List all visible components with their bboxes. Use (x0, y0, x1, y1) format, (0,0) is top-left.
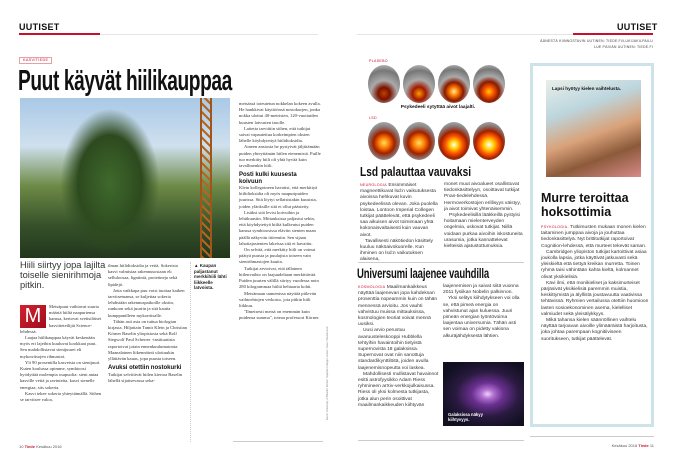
photo-caption: Lapsi hyötyy kielen vaihtelusta. (552, 86, 621, 91)
section-underline (19, 33, 100, 35)
lsd-column-2: monet muut aivoalueet osallistuvat tiedonkäsittelyyn, osoittavat tutkijat Pnas-tiedelehdessä. Hermoverkostojen erillisyys väistyy, ja aivot toimivat yhtenäisemmin. Psykedeelisillä lääkkeillä pystyisi hoitamaan mielenterveyden ongelmia, uskovat tutkijat. Niillä voidaan purkaa aivoihin iskostuneita urasumia, jotka kannattelevat kielteisiä ajatustottumuksia. (444, 182, 523, 250)
page-footer: Kesäkuu 2016 Tiede 11 (611, 443, 654, 448)
divider (190, 262, 191, 442)
drop-cap: M (20, 305, 46, 328)
section-header: UUTISET (19, 22, 60, 32)
divider (233, 441, 323, 442)
photo-caption: ▲ Kaupan paljastanut merkkihiili lähti liikkeelle latvoista. (194, 263, 227, 291)
brain-scans-placebo (368, 65, 505, 103)
promo-links (540, 39, 653, 50)
divider (358, 262, 524, 263)
lsd-column-1: NEUROLOGIA Ensimmäiset magneettikuvat lsd:n vaikutuksesta aivoissa hehkuvat kuvin psykedeelissä olevan. Joka puolella loistaa. Lontoon Imperial Collegen tutkijat päättelevät, että psykedeeli saa aikuisen aivot toimimaan yhtä kokonaisvaltaisesti kuin vauvan aivot. Tavallisesti näkötiedon käsittely kuuluu näköaivokuorelle. Kun ihminen on lsd:n vaikutuksen alaisena, (360, 183, 438, 263)
divider (530, 436, 654, 437)
article-column-1: M Metsäpuut vaihtavat suuria määriä hiiltä naapuriensa kanssa, kertovat sveitsiläiset kasvitieteilijät Science-lehdessä. Laajaa hiilikauppaa käyvät keskenään myös eri lajeihin kuuluvat kookkaat puut. Sen mahdollistavat sienijuuret eli mykorritsojen rihmastot. Yli 90 prosentilla kasveista on sienijuuri. Kuten koulussa opimme, symbioosi hyödyttää molempia osapuolia: sieni antaa kasville vettä ja ravinteita, kasvi sienelle energiaa, siis sokeria. Kasvi tekee sokeria yhteyttämällä. Siihen se tarvitsee valoa, (20, 304, 102, 403)
murre-title: Murre teroittaa hoksottimia (541, 191, 629, 219)
subheading: Avuksi otettiin nostokurki (108, 365, 182, 372)
category-tag: KASVITIEDE (19, 57, 52, 64)
universe-column-2: laajenemisen ja saivat siitä vuonna 2011 fysiikan Nobelin palkinnon. Yksi selitys kiihdytykseen voi olla se, että pimeä energia on vahvistunut ajan kuluessa. Juuri pimeän energian työntövoima laajentaa universumia. Tähän asti sen voimaa on pidetty vakiona alkuräjähdyksestä lähtien. (443, 284, 520, 339)
divider (358, 440, 524, 441)
article-column-2: ilman hiilidioksidia ja vettä. Sokerista kasvi valmistaa rakennusosiaan eli selluloosaa, ligniiniä, proteiineja sekä lipidejä. Jotta vaikkapa puu voisi tuottaa kaiken tarvitsemansa, se kuljettaa sokeria lehdistään rakennuspaikoille oksiin, runkoon sekä juuriin ja sitä kautta kumppanilleen mykorritsalle. Tähän asti asia on tuttua biologian kirjasta. Hiljattain Tamir Klein ja Christian Körner Baselin yliopistosta sekä Rolf Siegwolf Paul Scherrer -instituutista raportoivat jotain ennenkuulumatonta. Maanalainen liikennöinti ulottuukin yllättävän kauas, jopa puusta toiseen. Avuksi otettiin nostokurki Tutkijat selvittivät hiilen kiertoa Baselin lähellä sijaitsevassa seka- (108, 263, 187, 383)
section-header: UUTISET (617, 22, 658, 32)
brain-scan (473, 122, 505, 160)
divider (357, 34, 573, 35)
brain-scan (368, 122, 400, 160)
universe-column-1: KOSMOLOGIA Maailmankaikkeus näyttää laajenevan jopa kahdeksan prosenttia nopeammin kuin on tähän mennessä arvioitu. Jos vauhti vahvistuu muissa mittauksissa, kosmologien teoriat voivat mennä uusiksi. Uusi arvio perustuu avaruusteleskooppi Hubblella tehtyihin havaintoihin tietyistä supernovista 18 galaksissa. Supernovat ovat niin sanottuja standardikynttilöitä, joiden avulla laajenemisnopeutta voi laskea. Mahdollisesti mullistavat havainnot esitti astrofyysikko Adam Riess ryhmineen arXiv-verkkojulkaisussa. Riess oli yksi kolmesta tutkijasta, jotka alun perin osoittivat maailmankaikkeuden kiihtyvän (358, 285, 439, 408)
brain-caption: Psykedeeli sytyttää aivot laajalti. (400, 105, 476, 110)
lead-text: Hiili siirtyy jopa lajilta toiselle sienirihmoja pitkin. (20, 260, 106, 290)
label-lsd: LSD (369, 116, 377, 120)
galaxy-caption: Galaksissa näkyy kiihtyvyys. (448, 412, 483, 422)
brain-scan (438, 65, 470, 103)
galaxy-photo (443, 362, 524, 426)
brain-scan (368, 65, 400, 103)
label-placebo: PLASEBO (369, 59, 388, 63)
sidebar-box (530, 63, 654, 427)
brain-scan (438, 122, 470, 160)
article-column-3: metsässä toteutetun nokkelan kokeen avulla. He hankkivat käyttöönsä nostokurjen, jonka nokka ulottui 40-metristen, 120-vuotiaiden kuusten latvusten tasolle. Laitetta tarvittiin siihen, että tutkijat saivat vapautettua korkeimpien oksien lähelle köyhdytettyä hiilidioksidia. Aineen ansiosta he pystyivät jäljittämään puiden yhteyttämän hiilen etenemistä. Puille tuo merkitty hiili oli yhtä hyvää kuin tavallinenkin hiili. Posti kulki kuusesta koivuun Klein kollegoineen havaitsi, että merkittyä hiilidioksidia oli myös naapuripuiden juurissa. Sitä löytyi sellaisistakin kuusista, joiden yläoksille sitä ei ollut päästetty. Lisäksi sitä levisi koivuihin ja lehtikuusiin. Mittauksissa paljastui sekin, että köyhdytettyä hiiltä kulkeutui puiden kanssa symbioosissa eläviin sienten maan päällä näkyviin itiöemiin. Sen sijaan lahottajasienten lakeissa sitä ei havaittu. On selvää, että merkitty hiili on voinut päätyä puusta ja puulajista toiseen vain sienirihmastojen kautta. Tutkijat arvioivat, että tällainen hiilenvaihto on laajuudeltaan merkittävää. Puiden juurten välillä siirtyy vuodessa noin 280 kilogrammaa hiiltä hehtaaria kohti. Metsämaan uumenissa näyttää piilevän vaihtoehtojen verkosto, jota pitkin hiili liikkuu. "Ilmeisesti metsä on enemmän kuin puidensa summa", toteaa professori Körner. (239, 101, 321, 321)
universe-title: Universumi laajenee vauhdilla (357, 265, 490, 281)
daily-news-link[interactable]: LUE PÄIVÄN UUTINEN: TIEDE.FI (593, 44, 653, 49)
brand-logo: Tiede (24, 444, 35, 449)
photo-credit: Kuvat: University of Basel/C.Körner; Imperial College London; Nasa; Shutterstock (326, 326, 329, 420)
brain-scan (473, 65, 505, 103)
article-title: Puut käyvät hiilikauppaa (18, 65, 232, 97)
brain-scans-lsd (368, 122, 505, 160)
brand-logo: Tiede (638, 443, 649, 448)
brain-scan (403, 122, 435, 160)
section-underline (573, 33, 653, 35)
subheading: Posti kulki kuusesta koivuun (239, 172, 297, 185)
vote-link[interactable]: ÄÄNESTÄ KIINNOSTAVIN UUTINEN: TIEDE.FI/LUKIJAKILPAILU (540, 39, 653, 43)
page-footer: 10 Tiede Kesäkuu 2016 (19, 444, 62, 449)
tree-crane-photo (20, 98, 230, 258)
children-photo (546, 80, 641, 177)
murre-body: PSYKOLOGIA. Tutkimusten mukaan monen kielen taitaminen jumppaa aivoja ja jouhuttaa tiedonkäsittelyä. Nyt brittitutkijat raportoivat Cognition-lehdessä, että murteet tekevät saman. Cambridgen yliopiston tutkijat kartoittivat asiaa joukolla lapsia, jotka käyttivät jatkuvasti sekä yleiskieltä että tiettyä kreikan murretta. Toinen ryhmä taisi vähintään kahta kieltä, kolmannet olivat yksikielisiä. Kävi ilmi, että monikieliset ja kaksimurteiset pärjäsivät yksikielisiä paremmin muistia, keskittymistä ja älyllistä joustavuutta vaativissa tehtävissä. Ryhmien vertailussa otettiin huomioon lasten sosioekonominen asema, kielelliset valmiudet sekä yleisälykkyys. Mikä tahansa kielen säännöllinen vaihtelu näyttää tarjoavan aivoille ylimääräistä harjoitusta, joka johtaa parempaan kognitiiviseen suoritukseen, tutkijat päättelevät. (541, 225, 649, 342)
brain-scan (403, 65, 435, 103)
lsd-title: Lsd palauttaa vauvaksi (360, 164, 472, 179)
divider (100, 34, 318, 35)
